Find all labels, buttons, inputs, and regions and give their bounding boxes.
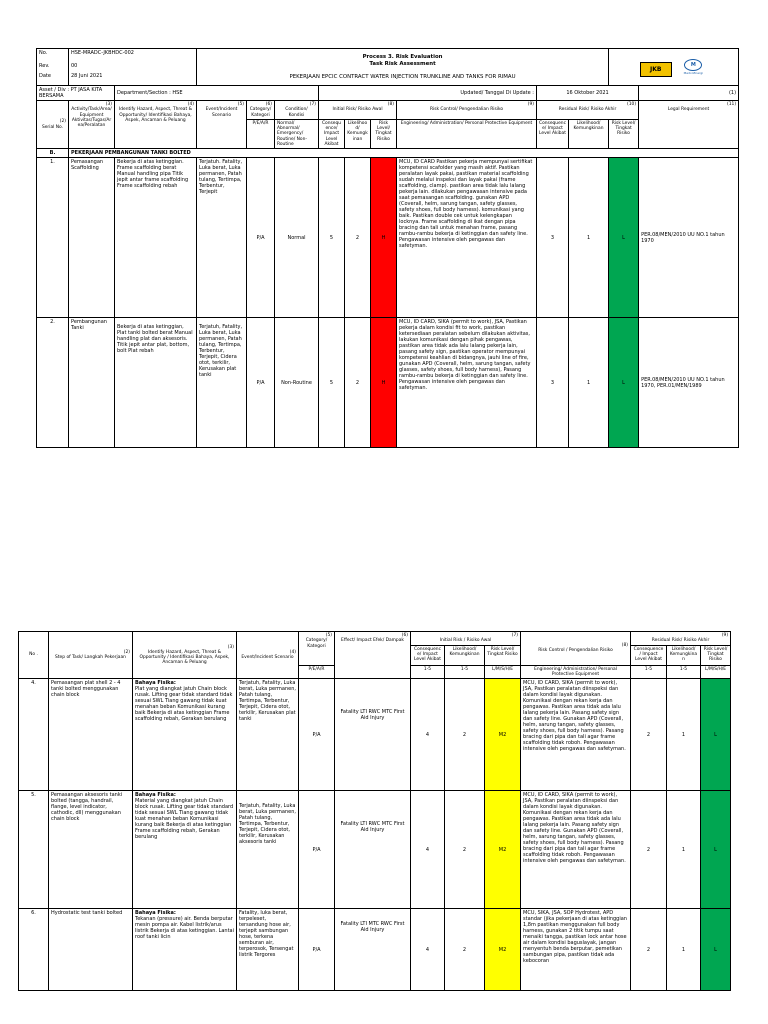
colnum: (4) xyxy=(187,102,194,107)
row-res-conseq: 3 xyxy=(537,158,569,318)
col-res-like: Likelihood/ Kemungkinan xyxy=(667,645,701,665)
row-no: 1. xyxy=(37,158,69,318)
col-residual-risk xyxy=(631,632,731,646)
colnum: (2) xyxy=(59,119,66,125)
col-category-sub: P/E/A/R xyxy=(299,665,335,679)
row-init-like: 2 xyxy=(345,318,371,448)
col-event xyxy=(197,101,247,149)
row-res-conseq: 2 xyxy=(631,791,667,909)
doc-date-value: 28 Juni 2021 xyxy=(69,72,197,86)
row-event: Terjatuh, Fatality, Luka berat, Luka permanen, Patah tulang, Tertimpa, Terbentur, Terjepit, Cidera otot, terkilir, Kerusakan aksesoris tanki xyxy=(237,791,299,909)
col-init-level: Risk Level/ Tingkat Risiko xyxy=(485,645,521,665)
task-title: Task Risk Assessment xyxy=(369,60,436,67)
doc-title-block xyxy=(197,49,609,86)
row-init-level: H xyxy=(371,318,397,448)
medco-logo-mark: M xyxy=(684,59,702,71)
row-hazard xyxy=(133,909,237,991)
colnum: (8) xyxy=(621,643,629,648)
col-initial-risk xyxy=(411,632,521,646)
page-number: (1) xyxy=(639,86,739,101)
col-residual-risk xyxy=(537,101,639,120)
row-event: Terjatuh, Fatality, Luka berat, Luka permanen, Patah tulang, Tertimpa, Terbentur, Terjepit, Cidera otot, terkilir, Kerusakan plat tanki xyxy=(197,318,247,448)
hazard-title: Bahaya Fisika: xyxy=(135,792,176,799)
table-row xyxy=(19,909,731,991)
col-res-level: Risk Level/ Tingkat Risiko xyxy=(609,119,639,148)
col-control-label: Risk Control / Pengendalian Risiko xyxy=(538,648,613,654)
col-residual-label: Residual Risk/ Risiko Akhir xyxy=(651,638,710,644)
col-init-level-sub: L/M/S/H/E xyxy=(485,665,521,679)
row-step: Pemasangan aksesoris tanki bolted (tangga, handrail, flange, level indicator, cathodic, dll) menggunakan chain block xyxy=(49,791,133,909)
row-hazard: Bekerja di atas ketinggian. Frame scaffolding berat Manual handling pipa Titik jepit antar frame scaffolding Frame scaffolding rebah xyxy=(115,158,197,318)
col-category xyxy=(299,632,335,666)
row-effect: Fatality LTI RWC MTC First Aid Injury xyxy=(335,791,411,909)
colnum: (4) xyxy=(289,649,296,655)
section-code: B. xyxy=(37,149,69,158)
row-res-level: L xyxy=(701,909,731,991)
col-residual-label: Residual Risk/ Risiko Akhir xyxy=(558,107,617,113)
row-init-like: 2 xyxy=(445,909,485,991)
logo-area xyxy=(609,49,739,86)
col-res-like: Likelihood/ Kemungkinan xyxy=(569,119,609,148)
hazard-title: Bahaya Fisika: xyxy=(135,910,176,917)
colnum: (5) xyxy=(325,633,332,638)
col-activity xyxy=(69,101,115,149)
colnum: (3) xyxy=(227,644,234,650)
col-control xyxy=(397,101,537,120)
col-hazard xyxy=(133,632,237,679)
colnum: (7) xyxy=(511,633,519,638)
col-event-label: Event/Incident Scenario xyxy=(205,107,238,118)
col-step-label: Step of Task/ Langkah Pekerjaan xyxy=(55,655,126,661)
row-init-level: M2 xyxy=(485,679,521,791)
row-category: P/A xyxy=(299,791,335,909)
table-row xyxy=(37,158,739,318)
row-event: Fatality, luka berat, terpeleset, tersandung hose air, terjepit sambungan hose, terkena semburan air, terperosok, Tersengat listrik Tergores xyxy=(237,909,299,991)
row-activity: Pembangunan Tanki xyxy=(69,318,115,448)
row-res-level: L xyxy=(701,791,731,909)
row-init-conseq: 4 xyxy=(411,791,445,909)
department: Department/Section : HSE xyxy=(115,86,319,101)
row-res-like: 1 xyxy=(569,158,609,318)
row-init-like: 2 xyxy=(345,158,371,318)
row-event: Terjatuh. Fatality, Luka berat, Luka permanen, Patah tulang, Tertimpa, Terbentur, Terjepit xyxy=(197,158,247,318)
row-no: 2. xyxy=(37,318,69,448)
col-category xyxy=(247,101,275,120)
doc-rev-value: 00 xyxy=(69,62,197,72)
col-no: No . xyxy=(19,632,49,679)
col-event xyxy=(237,632,299,679)
row-hazard xyxy=(133,679,237,791)
process-title: Process 3. Risk Evaluation xyxy=(362,53,443,60)
row-init-conseq: 4 xyxy=(411,909,445,991)
col-init-like: Likelihood/ Kemungkinan xyxy=(345,119,371,148)
col-res-conseq-sub: 1-5 xyxy=(631,665,667,679)
row-res-conseq: 2 xyxy=(631,909,667,991)
colnum: (5) xyxy=(237,102,244,107)
col-init-conseq: Consequence/ Impact Level Akibat xyxy=(411,645,445,665)
col-control-sub: Engineering/ Administration/ Personal Protective Equipment xyxy=(521,665,631,679)
col-effect-label: Effect/ Impact Efek/ Dampak xyxy=(341,638,404,644)
row-res-conseq: 3 xyxy=(537,318,569,448)
row-control: MCU, ID CARD, SIKA (permit to work), JSA, Pastikan pekerja dalam kondisi fit to work, pastikan ketersediaan peralatan sebelum dilakukan aktivitas, lakukan komunikasi dengan pihak pengawas, pastikan area tidak ada lalu lalang pekerja lain, pasang safety sign, pastikan operator mempunyai kompetensi keahlian di bidangnya, jauhi line of fire, gunakan APD (Coverall, helm, sarung tangan, safety glasses, safety shoes, full body harness), Pasang rambu-rambu bekerja di ketinggian dan safety line. Pengawasan intensive oleh pengawas dan safetyman. xyxy=(397,318,537,448)
row-res-level: L xyxy=(609,158,639,318)
col-initial-label: Initial Risk/ Risiko Awal xyxy=(332,107,383,113)
medco-logo-text: MedcoEnergi xyxy=(683,70,704,75)
table-row xyxy=(19,679,731,791)
doc-no-value: HSE-MRADC-JKBHDC-002 xyxy=(69,49,197,62)
row-no: 4. xyxy=(19,679,49,791)
row-category: P/A xyxy=(299,679,335,791)
jkb-logo: JKB xyxy=(640,62,672,77)
row-res-like: 1 xyxy=(667,909,701,991)
updated-value: 16 Oktober 2021 xyxy=(537,86,639,101)
row-activity: Pemasangan Scaffolding xyxy=(69,158,115,318)
risk-table-1 xyxy=(36,48,739,448)
colnum: (9) xyxy=(721,633,729,638)
row-effect: Fatality LTI MTC RWC First Aid Injury xyxy=(335,909,411,991)
col-init-conseq: Consequence/ Impact Level Akibat xyxy=(319,119,345,148)
medco-logo xyxy=(679,59,707,79)
col-step xyxy=(49,632,133,679)
col-initial-label: Initial Risk / Risiko Awal xyxy=(439,638,492,644)
row-legal: PER.08/MEN/2010 UU NO.1 tahun 1970 xyxy=(639,158,739,318)
project-title: PEKERJAAN EPCIC CONTRACT WATER INJECTION TRUNKLINE AND TANKS FOR RIMAU xyxy=(289,73,516,80)
updated-label: Updated/ Tanggal Di Update : xyxy=(319,86,537,101)
col-res-like-sub: 1-5 xyxy=(667,665,701,679)
row-no: 5. xyxy=(19,791,49,909)
col-event-label: Event/Incident Scenario xyxy=(241,655,294,661)
colnum: (6) xyxy=(265,102,272,107)
row-control: MCU, ID CARD Pastikan pekerja mempunyai sertifikat kompetensi scafolder yang masih aktif. Pastikan peralatan layak pakai, pastikan material scaffolding sudah melalui inspeksi dan layak pakai (frame scaffolding, clamp). pastikan area tidak lalu lalang pekerja lain. dilakukan pengawasan intensive pada saat pemasangan scaffolding. gunakan APD (Coverall, helm, sarung tangan, safety glasses, safety shoes, full body harness). komunikasi yang baik. Pastikan double cek untuk kelengkapan locknya. Frame scaffolding di ikat dengan pipa bracing dan tali untuk menahan frame, pasang rambu-rambu bekerja di ketinggian dan safety line. Pengawasan intensive oleh pengawas dan safetyman. xyxy=(397,158,537,318)
col-initial-risk xyxy=(319,101,397,120)
col-init-level: Risk Level/ Tingkat Risiko xyxy=(371,119,397,148)
row-init-level: M2 xyxy=(485,909,521,991)
hazard-title: Bahaya Fisika: xyxy=(135,680,176,687)
col-hazard-label: Identify Hazard, Aspect, Threat & Opportunity/ Identifikasi Bahaya, Aspek, Ancaman & Peluang xyxy=(118,107,193,123)
asset-div: Asset / Div : PT JASA KITA BERSAMA xyxy=(37,86,115,101)
col-control-label: Risk Control/ Pengendalian Risiko xyxy=(429,107,504,113)
col-condition xyxy=(275,101,319,120)
col-control xyxy=(521,632,631,666)
col-legal-label: Legal Requirement xyxy=(667,107,710,113)
col-res-conseq: Consequence/ Impact Level Akibat xyxy=(537,119,569,148)
colnum: (8) xyxy=(387,102,394,107)
col-res-conseq: Consequence/ Impact Level Akibat xyxy=(631,645,667,665)
row-res-conseq: 2 xyxy=(631,679,667,791)
doc-no-label: No. xyxy=(37,49,69,62)
colnum: (10) xyxy=(627,102,637,107)
row-init-conseq: 4 xyxy=(411,679,445,791)
col-category-label: Category/ Kategori xyxy=(249,107,272,118)
row-init-level: M2 xyxy=(485,791,521,909)
col-init-conseq-sub: 1-5 xyxy=(411,665,445,679)
row-res-like: 1 xyxy=(667,791,701,909)
col-hazard xyxy=(115,101,197,149)
row-init-like: 2 xyxy=(445,791,485,909)
hazard-text: Material yang diangkat jatuh Chain block rusak. Lifting gear tidak standard tidak sesuai SWL Tiang gawang tidak kuat menahan beban Komunikasi kurang baik Bekerja di atas ketinggian Frame scaffolding rebah, Gerakan berulang xyxy=(135,798,234,841)
hazard-text: Tekanan (pressure) air. Benda berputar mesin pompa air. Kabel listrik/arus listrik Bekerja di atas ketinggian. Lantai roof tanki licin xyxy=(135,916,234,941)
col-condition-sub: Normal/ Abnormal/ Emergency/ Routine/ Non-Routine xyxy=(275,119,319,148)
row-event: Terjatuh, Fatality, Luka berat, Luka permanen, Patah tulang, Tertimpa, Terbentur, Terjepit, Cidera otot, terkilir, Kerusakan plat tanki xyxy=(237,679,299,791)
colnum: (2) xyxy=(123,649,130,655)
col-condition-label: Condition/ Kondisi xyxy=(285,107,308,118)
row-init-conseq: 5 xyxy=(319,158,345,318)
row-control: MCU, SIKA, JSA, SOP Hydrotest, APD standar (jika pekerjaan di atas ketinggian 1,8m pastikan menggunakan full body harness, gunakan 2 titik tumpu saat menaiki tangga, pastikan lock antar hose air dalam kondisi baguslayak, jangan menyentuh benda berputar, pemetikan sambungan pipa, pastikan tidak ada kebocoran xyxy=(521,909,631,991)
col-serial xyxy=(37,101,69,149)
col-control-sub: Engineering/ Administration/ Personal Protective Equipment xyxy=(397,119,537,148)
col-activity-label: Activity/Task/Area/ Equipment Aktivitas/Tugas/Area/Peralatan xyxy=(71,107,112,129)
doc-rev-label: Rev. xyxy=(37,62,69,72)
colnum: (3) xyxy=(105,102,112,107)
row-res-like: 1 xyxy=(667,679,701,791)
col-init-like: Likelihood/ Kemungkinan xyxy=(445,645,485,665)
col-category-label: Category/ Kategori xyxy=(305,638,328,649)
row-hazard xyxy=(133,791,237,909)
col-init-like-sub: 1-5 xyxy=(445,665,485,679)
col-serial-label: Serial No. xyxy=(41,124,64,130)
row-effect: Fatality LTI RWC MTC First Aid Injury xyxy=(335,679,411,791)
row-step: Hydrostatic test tanki bolted xyxy=(49,909,133,991)
row-hazard: Bekerja di atas ketinggian, Plat tanki bolted berat Manual handling plat dan aksesoris. Titik jepit antar plat, bottom, bolt Plat rebah xyxy=(115,318,197,448)
col-res-level: Risk Level/ Tingkat Risiko xyxy=(701,645,731,665)
colnum: (11) xyxy=(727,102,737,107)
row-control: MCU, ID CARD, SIKA (permit to work), JSA, Pastikan peralatan diinspeksi dan dalam kondisi layak digunakan. Komunikasi dengan rekan kerja dan pengawas. Pastikan area tidak ada lalu lalang pekerja lain. Pasang safety sign dan safety line. Gunakan APD (Coverall, helm, sarung tangan, safety glasses, safety shoes, full body harness). Pasang bracing dari pipa dan tali agar frame scaffolding tidak roboh. Pengawasan intensive oleh pengawas dan safetyman. xyxy=(521,679,631,791)
hazard-text: Plat yang diangkat jatuh Chain block rusak. Lifting gear tidak standard tidak sesuai SWL Tiang gawang tidak kuat menahan beban Komunikasi kurang baik Bekerja di atas ketinggian Frame scaffolding rebah, Gerakan berulang xyxy=(135,686,233,723)
row-res-like: 1 xyxy=(569,318,609,448)
colnum: (9) xyxy=(527,102,534,107)
row-condition: Normal xyxy=(275,158,319,318)
table-row xyxy=(37,318,739,448)
colnum: (7) xyxy=(309,102,316,107)
colnum: (6) xyxy=(401,633,408,638)
row-condition: Non-Routine xyxy=(275,318,319,448)
row-step: Pemasangan plat shell 2 - 4 tanki bolted menggunakan chain block xyxy=(49,679,133,791)
col-category-sub: P/E/A/R xyxy=(247,119,275,148)
section-row xyxy=(37,149,739,158)
doc-date-label: Date xyxy=(37,72,69,86)
risk-table-2 xyxy=(18,631,731,991)
row-res-level: L xyxy=(609,318,639,448)
section-title: PEKERJAAN PEMBANGUNAN TANKI BOLTED xyxy=(69,149,739,158)
row-category: P/A xyxy=(299,909,335,991)
row-legal: PER.08/MEN/2010 UU NO.1 tahun 1970, PER.01/MEN/1989 xyxy=(639,318,739,448)
row-category: P/A xyxy=(247,318,275,448)
row-category: P/A xyxy=(247,158,275,318)
col-legal xyxy=(639,101,739,149)
row-init-level: H xyxy=(371,158,397,318)
row-init-like: 2 xyxy=(445,679,485,791)
row-res-level: L xyxy=(701,679,731,791)
row-init-conseq: 5 xyxy=(319,318,345,448)
col-effect xyxy=(335,632,411,679)
col-hazard-label: Identify Hazard, Aspect, Threat & Opportunity / Identifikasi Bahaya, Aspek, Ancaman & Peluang xyxy=(139,649,230,666)
col-res-level-sub: L/M/S/H/E xyxy=(701,665,731,679)
row-control: MCU, ID CARD, SIKA (permit to work), JSA, Pastikan peralatan diinspeksi dan dalam kondisi layak digunakan. Komunikasi dengan rekan kerja dan pengawas. Pastikan area tidak ada lalu lalang pekerja lain. Pasang safety sign dan safety line. Gunakan APD (Coverall, helm, sarung tangan, safety glasses, safety shoes, full body harness). Pasang bracing dari pipa dan tali agar frame scaffolding tidak roboh. Pengawasan intensive oleh pengawas dan safetyman. xyxy=(521,791,631,909)
table-row xyxy=(19,791,731,909)
row-no: 6. xyxy=(19,909,49,991)
